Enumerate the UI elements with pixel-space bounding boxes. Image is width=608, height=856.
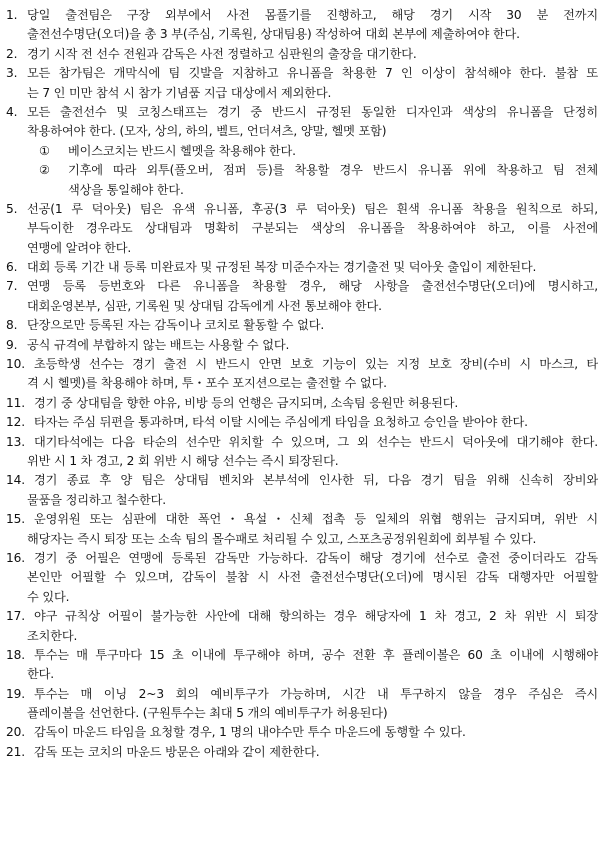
- rule-text: 연맹에 알려야 한다.: [27, 240, 132, 255]
- rule-text: 초등학생 선수는 경기 출전 시 반드시 안면 보호 기능이 있는 지정 보호 장비(수비 시 마스크, 타: [34, 357, 598, 372]
- rule-text: 물품을 정리하고 철수한다.: [27, 492, 167, 507]
- rule-line: [6, 161, 602, 180]
- rule-line: [6, 568, 602, 587]
- rule-number: 12.: [6, 415, 25, 430]
- rule-line: [6, 219, 602, 238]
- rule-text: 조치한다.: [27, 628, 78, 643]
- rule-text: 감독이 마운드 타임을 요청할 경우, 1 명의 내야수만 투수 마운드에 동행할 수 있다.: [34, 725, 466, 740]
- rule-number: 4.: [6, 104, 18, 119]
- rule-line: [6, 336, 602, 355]
- rule-line: [6, 394, 602, 413]
- rule-line: [6, 413, 602, 432]
- rule-text: 모든 참가팀은 개막식에 팀 깃발을 지참하고 유니폼을 착용한 7 인 이상이 참석해야 한다. 불참 또: [27, 66, 598, 81]
- rule-line: [6, 374, 602, 393]
- rule-text: 경기 중 상대팀을 향한 야유, 비방 등의 언행은 금지되며, 소속팀 응원만 허용된다.: [34, 395, 459, 410]
- rule-text: 모든 출전선수 및 코칭스태프는 경기 중 반드시 규정된 동일한 디자인과 색상의 유니폼을 단정히: [27, 104, 598, 119]
- rule-line: [6, 181, 602, 200]
- rule-number: 1.: [6, 8, 18, 22]
- rule-text: 격 시 헬멧)를 착용해야 하며, 투・포수 포지션으로는 출전할 수 없다.: [27, 376, 387, 391]
- rule-text: 경기 종료 후 양 팀은 상대팀 벤치와 본부석에 인사한 뒤, 다음 경기 팀을 위해 신속히 장비와: [34, 473, 598, 488]
- rule-line: [6, 665, 602, 684]
- rule-number: 16.: [6, 550, 25, 565]
- sub-item-text: 베이스코치는 반드시 헬멧을 착용해야 한다.: [68, 143, 296, 158]
- rule-line: [6, 239, 602, 258]
- rule-text: 한다.: [27, 667, 54, 682]
- rule-line: [6, 510, 602, 529]
- rule-text: 해당자는 즉시 퇴장 또는 소속 팀의 몰수패로 처리될 수 있고, 스포츠공정위원회에 회부될 수 있다.: [27, 531, 537, 546]
- rule-number: 3.: [6, 66, 18, 81]
- rule-number: 21.: [6, 744, 25, 759]
- rule-number: 6.: [6, 260, 18, 275]
- rule-text: 타자는 주심 뒤편을 통과하며, 타석 이탈 시에는 주심에게 타임을 요청하고 승인을 받아야 한다.: [34, 415, 528, 430]
- rule-line: [6, 6, 602, 25]
- sub-item-text: 기후에 따라 외투(풀오버, 점퍼 등)를 착용할 경우 반드시 유니폼 위에 착용하고 팀 전체: [68, 163, 598, 178]
- sub-item-marker: ②: [39, 163, 50, 178]
- rule-number: 17.: [6, 609, 25, 624]
- rule-line: [6, 452, 602, 471]
- rule-line: [6, 355, 602, 374]
- rule-text: 부득이한 경우라도 상대팀과 명확히 구분되는 색상의 유니폼을 착용하여야 하고, 이를 사전에: [27, 221, 598, 236]
- sub-item-text: 색상을 통일해야 한다.: [68, 182, 184, 197]
- rule-line: [6, 723, 602, 742]
- rule-text: 단장으로만 등록된 자는 감독이나 코치로 활동할 수 없다.: [27, 318, 325, 333]
- rule-number: 13.: [6, 434, 25, 449]
- rule-line: [6, 530, 602, 549]
- rule-number: 10.: [6, 357, 25, 372]
- rule-line: [6, 627, 602, 646]
- rule-text: 투수는 매 투구마다 15 초 이내에 투구해야 하며, 공수 전환 후 플레이볼은 60 초 이내에 시행해야: [34, 647, 598, 662]
- rule-number: 7.: [6, 279, 18, 294]
- rule-line: [6, 685, 602, 704]
- rule-line: [6, 588, 602, 607]
- rule-text: 투수는 매 이닝 2~3 회의 예비투구가 가능하며, 시간 내 투구하지 않을 경우 주심은 즉시: [34, 686, 598, 701]
- rule-line: [6, 84, 602, 103]
- rule-number: 15.: [6, 512, 25, 527]
- rule-line: [6, 646, 602, 665]
- rule-number: 5.: [6, 201, 18, 216]
- rule-line: [6, 433, 602, 452]
- rule-line: [6, 704, 602, 723]
- rule-line: [6, 277, 602, 296]
- rule-line: [6, 471, 602, 490]
- rule-line: [6, 743, 602, 762]
- rule-text: 는 7 인 미만 참석 시 참가 기념품 지급 대상에서 제외한다.: [27, 85, 332, 100]
- rule-line: [6, 258, 602, 277]
- rule-text: 플레이볼을 선언한다. (구원투수는 최대 5 개의 예비투구가 허용된다): [27, 706, 388, 721]
- rule-line: [6, 122, 602, 141]
- rule-text: 연맹 등록 등번호와 다른 유니폼을 착용할 경우, 해당 사항을 출전선수명단(오더)에 명시하고,: [27, 279, 598, 294]
- rule-line: [6, 64, 602, 83]
- rule-line: [6, 316, 602, 335]
- rule-number: 20.: [6, 725, 25, 740]
- rule-line: [6, 549, 602, 568]
- rule-text: 야구 규칙상 어필이 불가능한 사안에 대해 항의하는 경우 해당자에 1 차 경고, 2 차 위반 시 퇴장: [34, 609, 598, 624]
- rule-number: 14.: [6, 473, 25, 488]
- rule-text: 당일 출전팀은 구장 외부에서 사전 몸풀기를 진행하고, 해당 경기 시작 30 분 전까지: [27, 8, 598, 22]
- rule-number: 11.: [6, 395, 25, 410]
- rule-text: 선공(1 루 덕아웃) 팀은 유색 유니폼, 후공(3 루 덕아웃) 팀은 흰색 유니폼 착용을 원칙으로 하되,: [27, 201, 598, 216]
- rule-line: [6, 103, 602, 122]
- rule-number: 8.: [6, 318, 18, 333]
- rule-number: 18.: [6, 647, 25, 662]
- rule-text: 경기 시작 전 선수 전원과 감독은 사전 정렬하고 심판원의 출장을 대기한다.: [27, 46, 417, 61]
- rule-text: 착용하여야 한다. (모자, 상의, 하의, 벨트, 언더셔츠, 양말, 헬멧 포함): [27, 124, 387, 139]
- rule-text: 공식 규격에 부합하지 않는 배트는 사용할 수 없다.: [27, 337, 290, 352]
- rule-number: 9.: [6, 337, 18, 352]
- rule-text: 수 있다.: [27, 589, 70, 604]
- rule-text: 경기 중 어필은 연맹에 등록된 감독만 가능하다. 감독이 해당 경기에 선수로 출전 중이더라도 감독: [34, 550, 598, 565]
- rule-text: 출전선수명단(오더)을 총 3 부(주심, 기록원, 상대팀용) 작성하여 대회 본부에 제출하여야 한다.: [27, 27, 520, 42]
- rule-number: 2.: [6, 46, 18, 61]
- rule-line: [6, 142, 602, 161]
- rule-text: 본인만 어필할 수 있으며, 감독이 불참 시 사전 출전선수명단(오더)에 명시된 감독 대행자만 어필할: [27, 570, 598, 585]
- rule-text: 위반 시 1 차 경고, 2 회 위반 시 해당 선수는 즉시 퇴장된다.: [27, 453, 339, 468]
- rule-text: 감독 또는 코치의 마운드 방문은 아래와 같이 제한한다.: [34, 744, 320, 759]
- rule-text: 운영위원 또는 심판에 대한 폭언・욕설・신체 접촉 등 일체의 위협 행위는 금지되며, 위반 시: [34, 512, 598, 527]
- rule-text: 대회 등록 기간 내 등록 미완료자 및 규정된 복장 미준수자는 경기출전 및 덕아웃 출입이 제한된다.: [27, 260, 537, 275]
- sub-item-marker: ①: [39, 143, 50, 158]
- rule-line: [6, 607, 602, 626]
- rule-line: [6, 491, 602, 510]
- rule-line: [6, 25, 602, 44]
- rule-text: 대회운영본부, 심판, 기록원 및 상대팀 감독에게 사전 통보해야 한다.: [27, 298, 382, 313]
- rule-line: [6, 200, 602, 219]
- rule-number: 19.: [6, 686, 25, 701]
- rule-line: [6, 297, 602, 316]
- rule-text: 대기타석에는 다음 타순의 선수만 위치할 수 있으며, 그 외 선수는 반드시 덕아웃에 대기해야 한다.: [34, 434, 598, 449]
- rule-line: [6, 45, 602, 64]
